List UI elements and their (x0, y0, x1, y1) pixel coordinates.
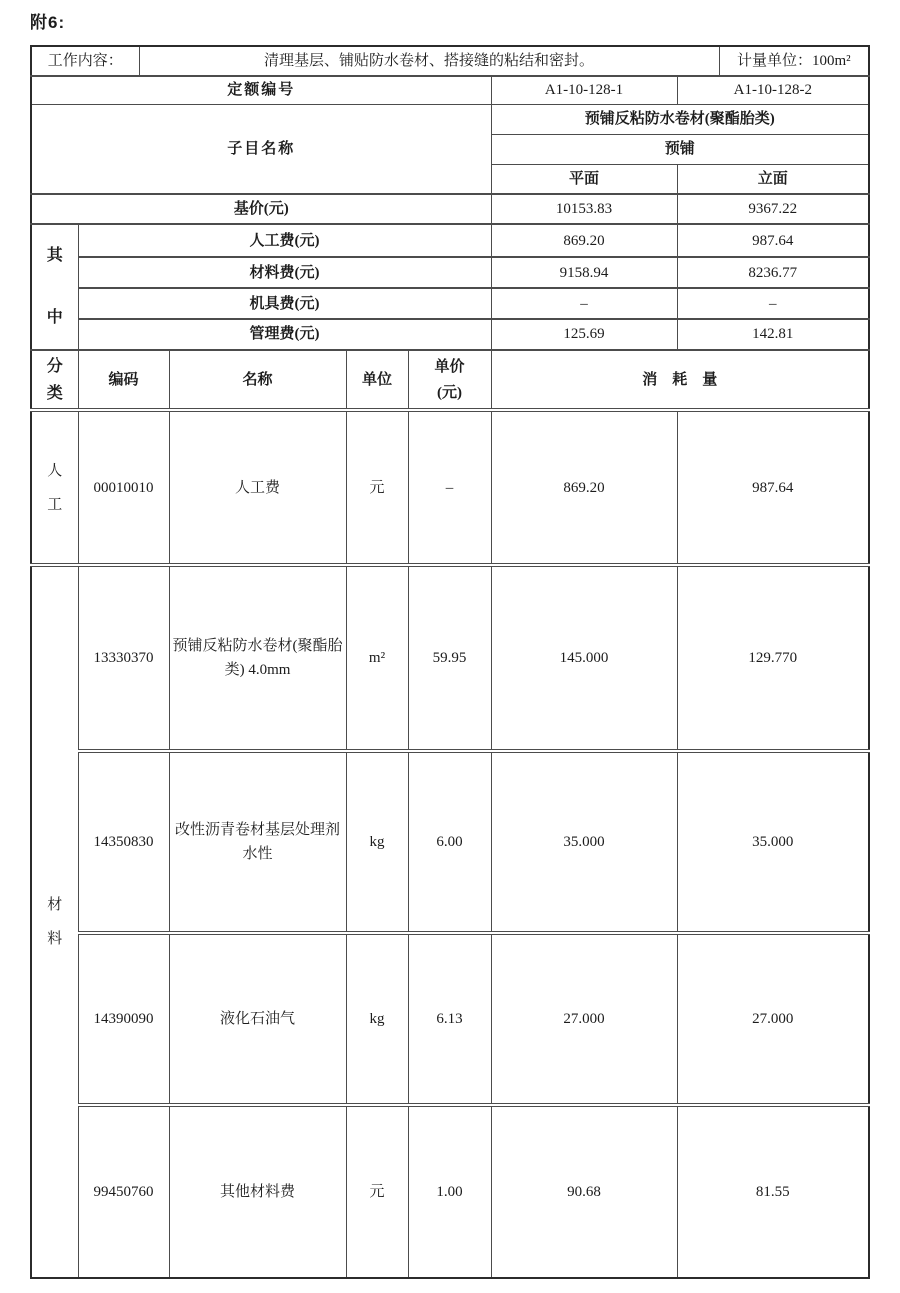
base-price-value-1: 10153.83 (491, 194, 677, 224)
qty-plane-cell: 35.000 (491, 751, 677, 933)
base-price-row (31, 194, 869, 224)
header-price-line2: (元) (437, 384, 463, 401)
attachment-label: 附6: (30, 13, 66, 32)
fee-value-1: 869.20 (491, 224, 677, 257)
qty-elevation-cell: 81.55 (677, 1105, 869, 1278)
qty-plane-cell: 869.20 (491, 410, 677, 565)
price-cell: 59.95 (408, 565, 491, 751)
fee-value-2: 142.81 (677, 319, 869, 350)
header-category (31, 350, 78, 410)
among-label (31, 224, 78, 350)
qty-plane-cell: 27.000 (491, 933, 677, 1105)
quota-table (30, 45, 870, 1279)
qty-elevation-cell: 987.64 (677, 410, 869, 565)
measure-unit-label: 计量单位：100m² (719, 46, 869, 76)
work-content-label: 工作内容： (31, 46, 139, 76)
fee-value-1: 125.69 (491, 319, 677, 350)
fee-label: 管理费(元) (78, 319, 491, 350)
code-cell: 13330370 (78, 565, 169, 751)
header-category-text: 分类 (46, 357, 63, 402)
code-cell: 00010010 (78, 410, 169, 565)
among-label-text: 其中 (46, 247, 63, 326)
name-cell: 其他材料费 (169, 1105, 346, 1278)
header-price-line1: 单价 (434, 358, 465, 375)
among-row-material (31, 257, 869, 288)
qty-elevation-cell: 35.000 (677, 751, 869, 933)
sub-item-label: 子目名称 (31, 104, 491, 194)
detail-row-material-3 (31, 933, 869, 1105)
price-cell: 6.00 (408, 751, 491, 933)
base-price-label: 基价(元) (31, 194, 491, 224)
fee-value-1: – (491, 288, 677, 319)
fee-value-2: 987.64 (677, 224, 869, 257)
header-unit: 单位 (346, 350, 408, 410)
fee-label: 人工费(元) (78, 224, 491, 257)
detail-header-row (31, 350, 869, 410)
unit-cell: m² (346, 565, 408, 751)
category-labor-text: 人工 (47, 462, 63, 513)
name-cell: 液化石油气 (169, 933, 346, 1105)
detail-row-material-1 (31, 565, 869, 751)
price-cell: 6.13 (408, 933, 491, 1105)
sub-item-method: 预铺 (491, 134, 869, 164)
fee-label: 材料费(元) (78, 257, 491, 288)
header-code: 编码 (78, 350, 169, 410)
unit-cell: kg (346, 933, 408, 1105)
fee-label: 机具费(元) (78, 288, 491, 319)
work-content-row (31, 46, 869, 76)
header-consumption: 消 耗 量 (491, 350, 869, 410)
qty-plane-cell: 90.68 (491, 1105, 677, 1278)
base-price-value-2: 9367.22 (677, 194, 869, 224)
work-content-text: 清理基层、铺贴防水卷材、搭接缝的粘结和密封。 (139, 46, 719, 76)
sub-item-group: 预铺反粘防水卷材(聚酯胎类) (491, 104, 869, 134)
detail-row-material-4 (31, 1105, 869, 1278)
name-cell: 人工费 (169, 410, 346, 565)
among-row-machine (31, 288, 869, 319)
unit-cell: 元 (346, 1105, 408, 1278)
sub-item-group-row (31, 104, 869, 134)
category-material (31, 565, 78, 1278)
unit-cell: kg (346, 751, 408, 933)
quota-number-label: 定额编号 (31, 76, 491, 104)
qty-plane-cell: 145.000 (491, 565, 677, 751)
name-cell: 预铺反粘防水卷材(聚酯胎类) 4.0mm (169, 565, 346, 751)
among-row-management (31, 319, 869, 350)
category-labor (31, 410, 78, 565)
quota-number-row (31, 76, 869, 104)
qty-elevation-cell: 27.000 (677, 933, 869, 1105)
header-price (408, 350, 491, 410)
fee-value-2: – (677, 288, 869, 319)
unit-cell: 元 (346, 410, 408, 565)
price-cell: 1.00 (408, 1105, 491, 1278)
name-cell: 改性沥青卷材基层处理剂 水性 (169, 751, 346, 933)
price-cell: – (408, 410, 491, 565)
quota-code-2: A1-10-128-2 (677, 76, 869, 104)
among-row-labor (31, 224, 869, 257)
qty-elevation-cell: 129.770 (677, 565, 869, 751)
fee-value-2: 8236.77 (677, 257, 869, 288)
code-cell: 99450760 (78, 1105, 169, 1278)
sub-item-col-elevation: 立面 (677, 164, 869, 194)
detail-row-labor (31, 410, 869, 565)
detail-row-material-2 (31, 751, 869, 933)
sub-item-col-plane: 平面 (491, 164, 677, 194)
code-cell: 14390090 (78, 933, 169, 1105)
quota-code-1: A1-10-128-1 (491, 76, 677, 104)
fee-value-1: 9158.94 (491, 257, 677, 288)
code-cell: 14350830 (78, 751, 169, 933)
header-name: 名称 (169, 350, 346, 410)
category-material-text: 材料 (47, 897, 63, 947)
